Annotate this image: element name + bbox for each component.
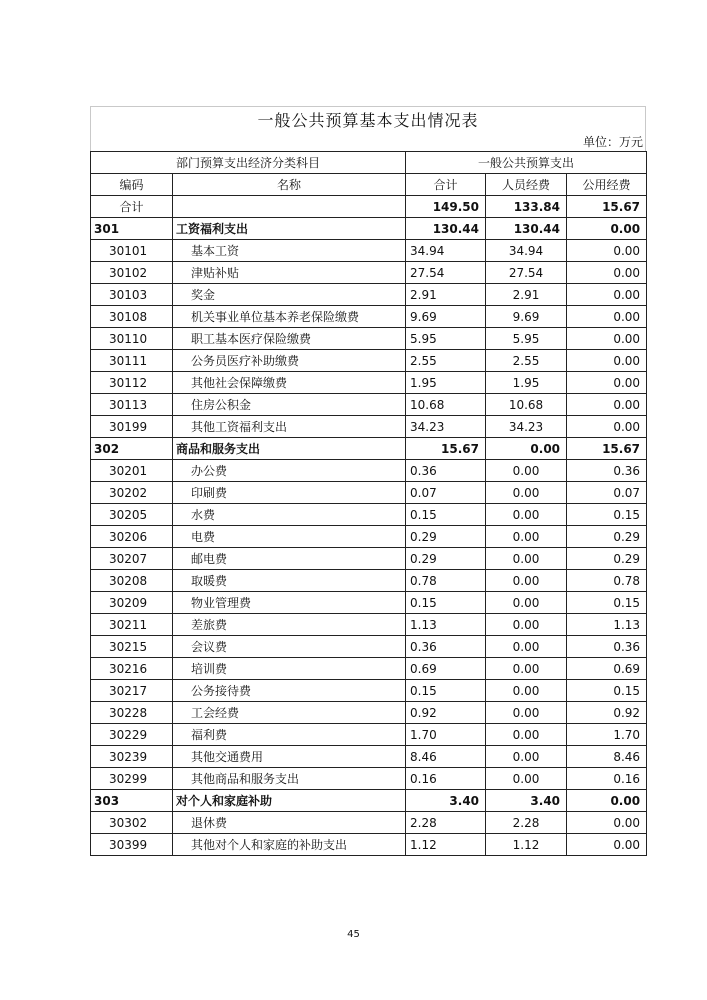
row-code: 30108 <box>91 306 173 328</box>
row-personnel: 0.00 <box>486 592 567 614</box>
row-name: 基本工资 <box>173 240 406 262</box>
row-code: 30206 <box>91 526 173 548</box>
table-row <box>91 680 647 702</box>
row-public: 15.67 <box>567 438 647 460</box>
row-code: 30209 <box>91 592 173 614</box>
row-sum: 0.29 <box>406 526 486 548</box>
row-personnel: 0.00 <box>486 570 567 592</box>
row-name: 商品和服务支出 <box>173 438 406 460</box>
row-sum: 3.40 <box>406 790 486 812</box>
row-name: 退休费 <box>173 812 406 834</box>
row-name: 机关事业单位基本养老保险缴费 <box>173 306 406 328</box>
table-title: 一般公共预算基本支出情况表 <box>90 106 646 131</box>
row-name: 水费 <box>173 504 406 526</box>
row-personnel: 0.00 <box>486 460 567 482</box>
row-name: 电费 <box>173 526 406 548</box>
header-personnel: 人员经费 <box>486 174 567 196</box>
row-code: 30302 <box>91 812 173 834</box>
total-public: 15.67 <box>567 196 647 218</box>
row-public: 0.15 <box>567 592 647 614</box>
row-sum: 10.68 <box>406 394 486 416</box>
row-public: 0.29 <box>567 526 647 548</box>
row-sum: 0.15 <box>406 592 486 614</box>
row-code: 30217 <box>91 680 173 702</box>
row-public: 0.00 <box>567 394 647 416</box>
table-row <box>91 372 647 394</box>
row-code: 30199 <box>91 416 173 438</box>
row-personnel: 0.00 <box>486 548 567 570</box>
row-public: 1.13 <box>567 614 647 636</box>
row-code: 30216 <box>91 658 173 680</box>
row-code: 30112 <box>91 372 173 394</box>
row-code: 30102 <box>91 262 173 284</box>
row-sum: 34.23 <box>406 416 486 438</box>
row-code: 30215 <box>91 636 173 658</box>
row-name: 物业管理费 <box>173 592 406 614</box>
table-row <box>91 460 647 482</box>
row-code: 30399 <box>91 834 173 856</box>
row-sum: 1.12 <box>406 834 486 856</box>
table-row <box>91 812 647 834</box>
row-public: 0.00 <box>567 416 647 438</box>
row-sum: 0.36 <box>406 460 486 482</box>
row-sum: 2.55 <box>406 350 486 372</box>
row-personnel: 0.00 <box>486 614 567 636</box>
row-name: 福利费 <box>173 724 406 746</box>
row-sum: 1.13 <box>406 614 486 636</box>
table-row <box>91 328 647 350</box>
table-row <box>91 658 647 680</box>
row-sum: 0.36 <box>406 636 486 658</box>
row-sum: 0.92 <box>406 702 486 724</box>
row-name: 工会经费 <box>173 702 406 724</box>
row-personnel: 0.00 <box>486 438 567 460</box>
row-name: 其他商品和服务支出 <box>173 768 406 790</box>
row-name: 公务接待费 <box>173 680 406 702</box>
row-name: 对个人和家庭补助 <box>173 790 406 812</box>
row-sum: 1.95 <box>406 372 486 394</box>
row-sum: 1.70 <box>406 724 486 746</box>
header-row-columns <box>91 174 647 196</box>
category-row <box>91 218 647 240</box>
row-name: 奖金 <box>173 284 406 306</box>
row-public: 0.00 <box>567 812 647 834</box>
row-personnel: 2.28 <box>486 812 567 834</box>
row-personnel: 0.00 <box>486 768 567 790</box>
row-name: 职工基本医疗保险缴费 <box>173 328 406 350</box>
table-row <box>91 526 647 548</box>
row-public: 0.00 <box>567 350 647 372</box>
row-public: 1.70 <box>567 724 647 746</box>
row-name: 津贴补贴 <box>173 262 406 284</box>
row-sum: 15.67 <box>406 438 486 460</box>
row-personnel: 0.00 <box>486 504 567 526</box>
row-name: 公务员医疗补助缴费 <box>173 350 406 372</box>
header-public: 公用经费 <box>567 174 647 196</box>
row-sum: 0.78 <box>406 570 486 592</box>
row-name: 其他社会保障缴费 <box>173 372 406 394</box>
row-code: 30205 <box>91 504 173 526</box>
row-public: 0.00 <box>567 218 647 240</box>
row-public: 0.15 <box>567 680 647 702</box>
expenditure-table <box>90 151 647 856</box>
table-row <box>91 614 647 636</box>
row-name: 其他工资福利支出 <box>173 416 406 438</box>
row-sum: 0.15 <box>406 680 486 702</box>
row-public: 0.36 <box>567 460 647 482</box>
page-number: 45 <box>347 929 360 940</box>
row-personnel: 27.54 <box>486 262 567 284</box>
row-public: 0.00 <box>567 240 647 262</box>
table-row <box>91 262 647 284</box>
unit-label: 单位：万元 <box>90 131 646 151</box>
row-code: 30208 <box>91 570 173 592</box>
row-name: 取暖费 <box>173 570 406 592</box>
row-code: 30207 <box>91 548 173 570</box>
row-sum: 2.28 <box>406 812 486 834</box>
row-sum: 2.91 <box>406 284 486 306</box>
row-sum: 27.54 <box>406 262 486 284</box>
row-public: 0.36 <box>567 636 647 658</box>
table-row <box>91 394 647 416</box>
row-code: 30201 <box>91 460 173 482</box>
row-personnel: 0.00 <box>486 482 567 504</box>
row-name: 其他对个人和家庭的补助支出 <box>173 834 406 856</box>
table-row <box>91 702 647 724</box>
row-personnel: 0.00 <box>486 724 567 746</box>
table-row <box>91 306 647 328</box>
table-row <box>91 240 647 262</box>
table-row <box>91 746 647 768</box>
row-sum: 0.07 <box>406 482 486 504</box>
table-row <box>91 834 647 856</box>
row-public: 0.00 <box>567 834 647 856</box>
row-name: 住房公积金 <box>173 394 406 416</box>
row-code: 30202 <box>91 482 173 504</box>
category-row <box>91 438 647 460</box>
row-code: 302 <box>91 438 173 460</box>
row-personnel: 0.00 <box>486 526 567 548</box>
row-code: 30211 <box>91 614 173 636</box>
row-code: 30110 <box>91 328 173 350</box>
row-code: 30111 <box>91 350 173 372</box>
row-sum: 5.95 <box>406 328 486 350</box>
row-personnel: 10.68 <box>486 394 567 416</box>
row-public: 0.92 <box>567 702 647 724</box>
budget-sheet <box>90 106 646 856</box>
row-name: 其他交通费用 <box>173 746 406 768</box>
total-row <box>91 196 647 218</box>
header-general-budget: 一般公共预算支出 <box>406 152 647 174</box>
row-public: 0.69 <box>567 658 647 680</box>
row-personnel: 0.00 <box>486 658 567 680</box>
row-code: 303 <box>91 790 173 812</box>
row-code: 30113 <box>91 394 173 416</box>
row-personnel: 130.44 <box>486 218 567 240</box>
row-name: 印刷费 <box>173 482 406 504</box>
table-row <box>91 636 647 658</box>
row-personnel: 2.55 <box>486 350 567 372</box>
row-public: 0.00 <box>567 262 647 284</box>
row-code: 30101 <box>91 240 173 262</box>
total-label: 合计 <box>91 196 173 218</box>
header-code: 编码 <box>91 174 173 196</box>
header-name: 名称 <box>173 174 406 196</box>
row-code: 30228 <box>91 702 173 724</box>
table-row <box>91 570 647 592</box>
total-name-empty <box>173 196 406 218</box>
table-row <box>91 724 647 746</box>
row-personnel: 0.00 <box>486 680 567 702</box>
row-code: 30229 <box>91 724 173 746</box>
table-row <box>91 350 647 372</box>
row-public: 0.15 <box>567 504 647 526</box>
row-personnel: 1.95 <box>486 372 567 394</box>
table-row <box>91 768 647 790</box>
row-public: 0.29 <box>567 548 647 570</box>
row-sum: 0.69 <box>406 658 486 680</box>
row-name: 办公费 <box>173 460 406 482</box>
header-sum: 合计 <box>406 174 486 196</box>
row-public: 0.07 <box>567 482 647 504</box>
row-code: 30103 <box>91 284 173 306</box>
category-row <box>91 790 647 812</box>
table-row <box>91 482 647 504</box>
row-sum: 34.94 <box>406 240 486 262</box>
total-sum: 149.50 <box>406 196 486 218</box>
row-public: 0.00 <box>567 372 647 394</box>
row-code: 30239 <box>91 746 173 768</box>
row-personnel: 2.91 <box>486 284 567 306</box>
row-personnel: 0.00 <box>486 702 567 724</box>
row-name: 会议费 <box>173 636 406 658</box>
row-public: 0.16 <box>567 768 647 790</box>
row-sum: 0.29 <box>406 548 486 570</box>
row-personnel: 34.94 <box>486 240 567 262</box>
row-personnel: 0.00 <box>486 746 567 768</box>
table-row <box>91 284 647 306</box>
row-name: 工资福利支出 <box>173 218 406 240</box>
row-public: 0.00 <box>567 284 647 306</box>
row-public: 0.00 <box>567 306 647 328</box>
row-sum: 0.16 <box>406 768 486 790</box>
row-sum: 9.69 <box>406 306 486 328</box>
header-row-group <box>91 152 647 174</box>
total-personnel: 133.84 <box>486 196 567 218</box>
row-personnel: 1.12 <box>486 834 567 856</box>
row-public: 0.00 <box>567 328 647 350</box>
row-name: 邮电费 <box>173 548 406 570</box>
row-personnel: 9.69 <box>486 306 567 328</box>
row-sum: 8.46 <box>406 746 486 768</box>
table-row <box>91 548 647 570</box>
row-public: 0.00 <box>567 790 647 812</box>
row-public: 8.46 <box>567 746 647 768</box>
row-personnel: 34.23 <box>486 416 567 438</box>
table-row <box>91 592 647 614</box>
table-row <box>91 504 647 526</box>
row-personnel: 5.95 <box>486 328 567 350</box>
row-sum: 0.15 <box>406 504 486 526</box>
row-code: 30299 <box>91 768 173 790</box>
table-row <box>91 416 647 438</box>
row-personnel: 0.00 <box>486 636 567 658</box>
row-public: 0.78 <box>567 570 647 592</box>
header-classification: 部门预算支出经济分类科目 <box>91 152 406 174</box>
row-personnel: 3.40 <box>486 790 567 812</box>
row-name: 培训费 <box>173 658 406 680</box>
row-code: 301 <box>91 218 173 240</box>
row-name: 差旅费 <box>173 614 406 636</box>
row-sum: 130.44 <box>406 218 486 240</box>
